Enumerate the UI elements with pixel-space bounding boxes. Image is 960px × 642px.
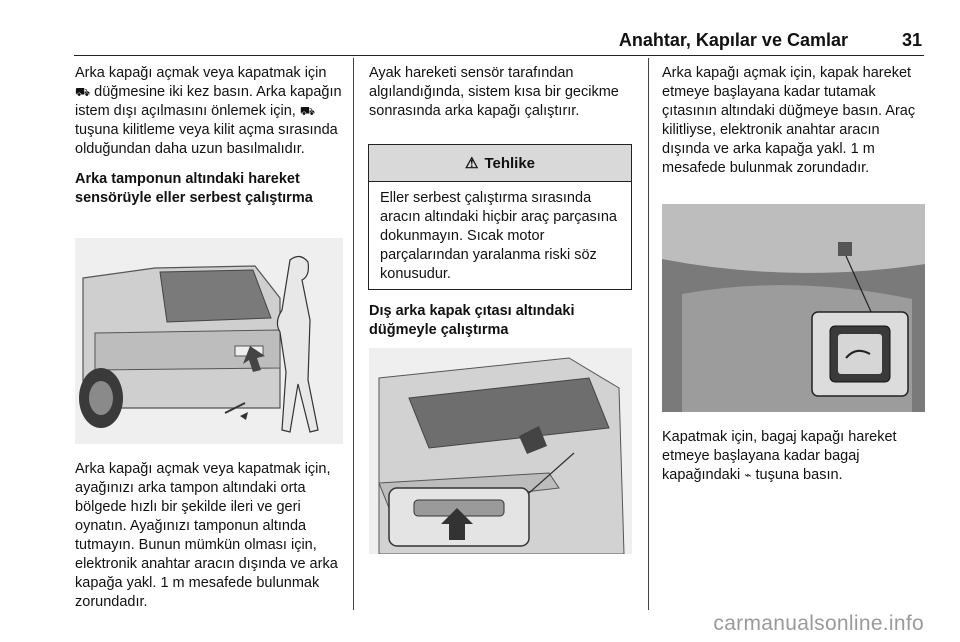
page-header xyxy=(0,28,960,58)
col3-text-b: tuşuna basın. xyxy=(751,467,843,483)
tailgate-close-icon: ⌁ xyxy=(744,468,752,482)
col1-paragraph-1 xyxy=(75,64,343,159)
col1-text-a: Arka kapağı açmak veya kapatmak için xyxy=(75,65,327,81)
col1-text-b: düğmesine iki kez basın. Arka kapağın istem dışı açılmasını önlemek için, xyxy=(75,84,342,119)
header-rule xyxy=(74,55,924,56)
danger-header xyxy=(369,145,631,182)
illustration-tailgate-inner-button xyxy=(662,204,925,412)
column-3-lower xyxy=(662,428,928,485)
column-2 xyxy=(369,64,635,121)
danger-title: Tehlike xyxy=(484,154,536,172)
page-number: 31 xyxy=(901,30,922,50)
column-1 xyxy=(75,64,343,208)
illustration-tailgate-strip-button xyxy=(369,348,632,554)
column-1-lower xyxy=(75,460,343,612)
col3-paragraph-2 xyxy=(662,428,928,485)
column-divider-2 xyxy=(648,58,649,610)
col1-paragraph-2: Arka kapağı açmak veya kapatmak için, ayağınızı arka tampon altındaki orta bölgede hızlı bir şekilde ileri ve geri oynatın. Ayağınızı tamponun altında tutmayın. Bunun mümkün olması için, elektronik anahtar aracın dışında ve arka kapağa yakl. 1 m mesafede bulunmak zorundadır. xyxy=(75,461,338,610)
col1-heading: Arka tamponun altındaki hareket sensörüyle eller serbest çalıştırma xyxy=(75,171,313,206)
illustration-foot-sensor xyxy=(75,238,343,444)
warning-triangle-icon: ⚠ xyxy=(464,155,479,172)
column-2-lower xyxy=(369,302,635,340)
tailgate-strip-button-image xyxy=(369,348,632,554)
danger-text: Eller serbest çalıştırma sırasında aracın altındaki hiçbir araç parçasına dokunmayın. Sıcak motor parçalarından yaralanma riski söz konusudur. xyxy=(380,190,617,282)
danger-box xyxy=(368,144,632,290)
col2-paragraph-1: Ayak hareketi sensör tarafından algılandığında, sistem kısa bir gecikme sonrasında arka kapağı çalıştırır. xyxy=(369,65,619,119)
column-divider-1 xyxy=(353,58,354,610)
col2-heading: Dış arka kapak çıtası altındaki düğmeyle çalıştırma xyxy=(369,303,575,338)
car-rear-foot-sensor-image xyxy=(75,238,343,444)
col3-paragraph-1: Arka kapağı açmak için, kapak hareket etmeye başlayana kadar tutamak çıtasının altındaki düğmeye basın. Araç kilitliyse, elektronik anahtar aracın dışında ve arka kapağa yakl. 1 m mesafede bulunmak zorundadır. xyxy=(662,65,916,176)
col1-text-c: tuşuna kilitleme veya kilit açma sırasında olduğundan daha uzun basılmalıdır. xyxy=(75,122,338,157)
tailgate-button-icon-2: ⛟ xyxy=(299,104,315,118)
watermark: carmanualsonline.info xyxy=(713,612,924,635)
tailgate-button-icon: ⛟ xyxy=(75,85,91,99)
tailgate-inner-button-image xyxy=(662,204,925,412)
chapter-title: Anahtar, Kapılar ve Camlar xyxy=(618,30,848,50)
col3-text-a: Kapatmak için, bagaj kapağı hareket etmeye başlayana kadar bagaj kapağındaki xyxy=(662,429,897,483)
column-3 xyxy=(662,64,928,178)
